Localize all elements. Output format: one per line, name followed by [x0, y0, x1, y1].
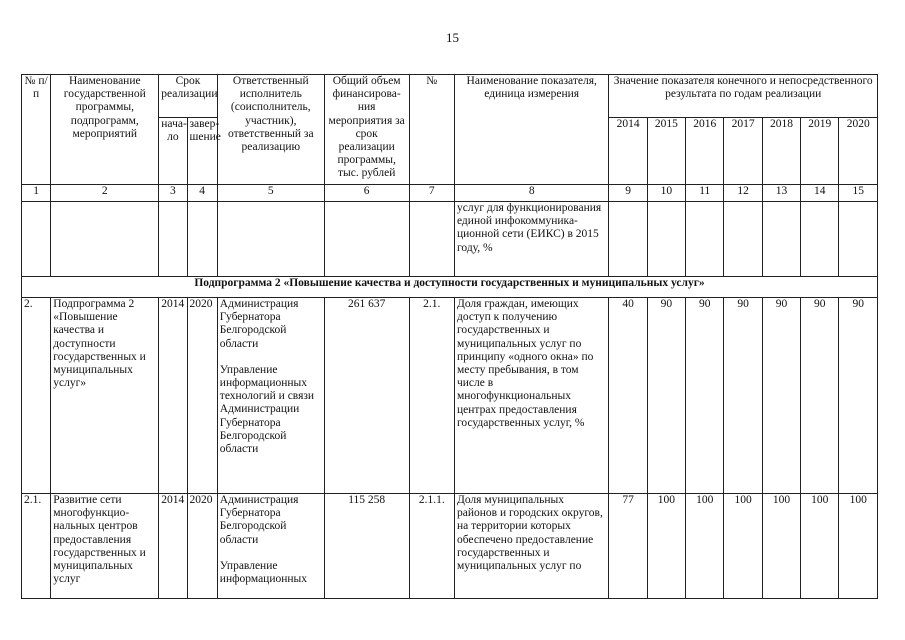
- header-end: завер-шение: [187, 118, 217, 185]
- column-number: 10: [647, 185, 685, 202]
- row-name: Развитие сети многофункцио-нальных центров предоставления государственных и муниципальных услуг: [51, 494, 159, 599]
- column-number-row: [22, 185, 878, 202]
- column-number: 7: [409, 185, 454, 202]
- row-end: 2020: [187, 298, 217, 494]
- row-value-2018: 90: [762, 298, 800, 494]
- responsible-secondary: Управление информационных: [219, 559, 308, 586]
- table-row: [22, 298, 878, 494]
- row-start: 2014: [159, 494, 187, 599]
- header-year-2015: 2015: [647, 118, 685, 185]
- row-indicator-num: 2.1.1.: [409, 494, 454, 599]
- row-value-2016: 100: [686, 494, 724, 599]
- header-num: № п/п: [22, 75, 51, 185]
- row-responsible: [217, 298, 324, 494]
- header-year-2014: 2014: [609, 118, 647, 185]
- subprogram-title: Подпрограмма 2 «Повышение качества и доступности государственных и муниципальных услуг»: [22, 277, 878, 298]
- row-responsible: [217, 494, 324, 599]
- responsible-secondary: Управление информационных технологий и связи Администрации Губернатора Белгородской области: [219, 363, 315, 456]
- column-number: 14: [801, 185, 839, 202]
- row-value-2020: 100: [839, 494, 878, 599]
- row-value-2017: 100: [724, 494, 762, 599]
- responsible-primary: Администрация Губернатора Белгородской области: [219, 494, 299, 546]
- row-value-2017: 90: [724, 298, 762, 494]
- row-value-2015: 100: [647, 494, 685, 599]
- page-number: 15: [446, 30, 459, 45]
- row-value-2019: 90: [801, 298, 839, 494]
- row-value-2019: 100: [801, 494, 839, 599]
- column-number: 15: [839, 185, 878, 202]
- column-number: 12: [724, 185, 762, 202]
- header-indicator: Наименование показателя, единица измерения: [454, 75, 608, 185]
- row-indicator-num: 2.1.: [409, 298, 454, 494]
- row-value-2015: 90: [647, 298, 685, 494]
- row-num: 2.: [22, 298, 51, 494]
- header-year-2020: 2020: [839, 118, 878, 185]
- row-name: Подпрограмма 2 «Повышение качества и доступности государственных и муниципальных услуг»: [51, 298, 159, 494]
- column-number: 2: [51, 185, 159, 202]
- header-year-2019: 2019: [801, 118, 839, 185]
- responsible-primary: Администрация Губернатора Белгородской области: [219, 298, 299, 350]
- column-number: 3: [159, 185, 187, 202]
- row-volume: 115 258: [324, 494, 409, 599]
- header-indicator-num: №: [409, 75, 454, 185]
- row-value-2014: 77: [609, 494, 647, 599]
- header-values: Значение показателя конечного и непосредственного результата по годам реализации: [609, 75, 878, 118]
- row-indicator: Доля граждан, имеющих доступ к получению государственных и муниципальных услуг по принципу «одного окна» по месту пребывания, в том числе в многофункциональных центрах предоставления государственных услуг, %: [454, 298, 608, 494]
- program-table: [21, 74, 878, 599]
- header-year-2017: 2017: [724, 118, 762, 185]
- column-number: 4: [187, 185, 217, 202]
- row-value-2018: 100: [762, 494, 800, 599]
- row-value-2016: 90: [686, 298, 724, 494]
- row-value-2020: 90: [839, 298, 878, 494]
- column-number: 9: [609, 185, 647, 202]
- column-number: 13: [762, 185, 800, 202]
- subprogram-row: [22, 277, 878, 298]
- header-year-2018: 2018: [762, 118, 800, 185]
- header-responsible: Ответственный исполнитель (соисполнитель, участник), ответственный за реализацию: [217, 75, 324, 185]
- header-name: Наименование государственной программы, подпрограмм, мероприятий: [51, 75, 159, 185]
- row-volume: 261 637: [324, 298, 409, 494]
- header-start: нача-ло: [159, 118, 187, 185]
- row-indicator: Доля муниципальных районов и городских округов, на территории которых обеспечено предоставление государственных и муниципальных услуг по: [454, 494, 608, 599]
- continuation-text: услуг для функционирования единой инфокоммуника-ционной сети (ЕИКС) в 2015 году, %: [454, 202, 608, 277]
- continuation-row: [22, 202, 878, 277]
- row-value-2014: 40: [609, 298, 647, 494]
- header-year-2016: 2016: [686, 118, 724, 185]
- column-number: 6: [324, 185, 409, 202]
- column-number: 11: [686, 185, 724, 202]
- column-number: 5: [217, 185, 324, 202]
- row-end: 2020: [187, 494, 217, 599]
- header-term: Срок реализации: [159, 75, 218, 118]
- table-row: [22, 494, 878, 599]
- column-number: 8: [454, 185, 608, 202]
- row-num: 2.1.: [22, 494, 51, 599]
- column-number: 1: [22, 185, 51, 202]
- row-start: 2014: [159, 298, 187, 494]
- header-volume: Общий объем финансирова-ния мероприятия за срок реализации программы, тыс. рублей: [324, 75, 409, 185]
